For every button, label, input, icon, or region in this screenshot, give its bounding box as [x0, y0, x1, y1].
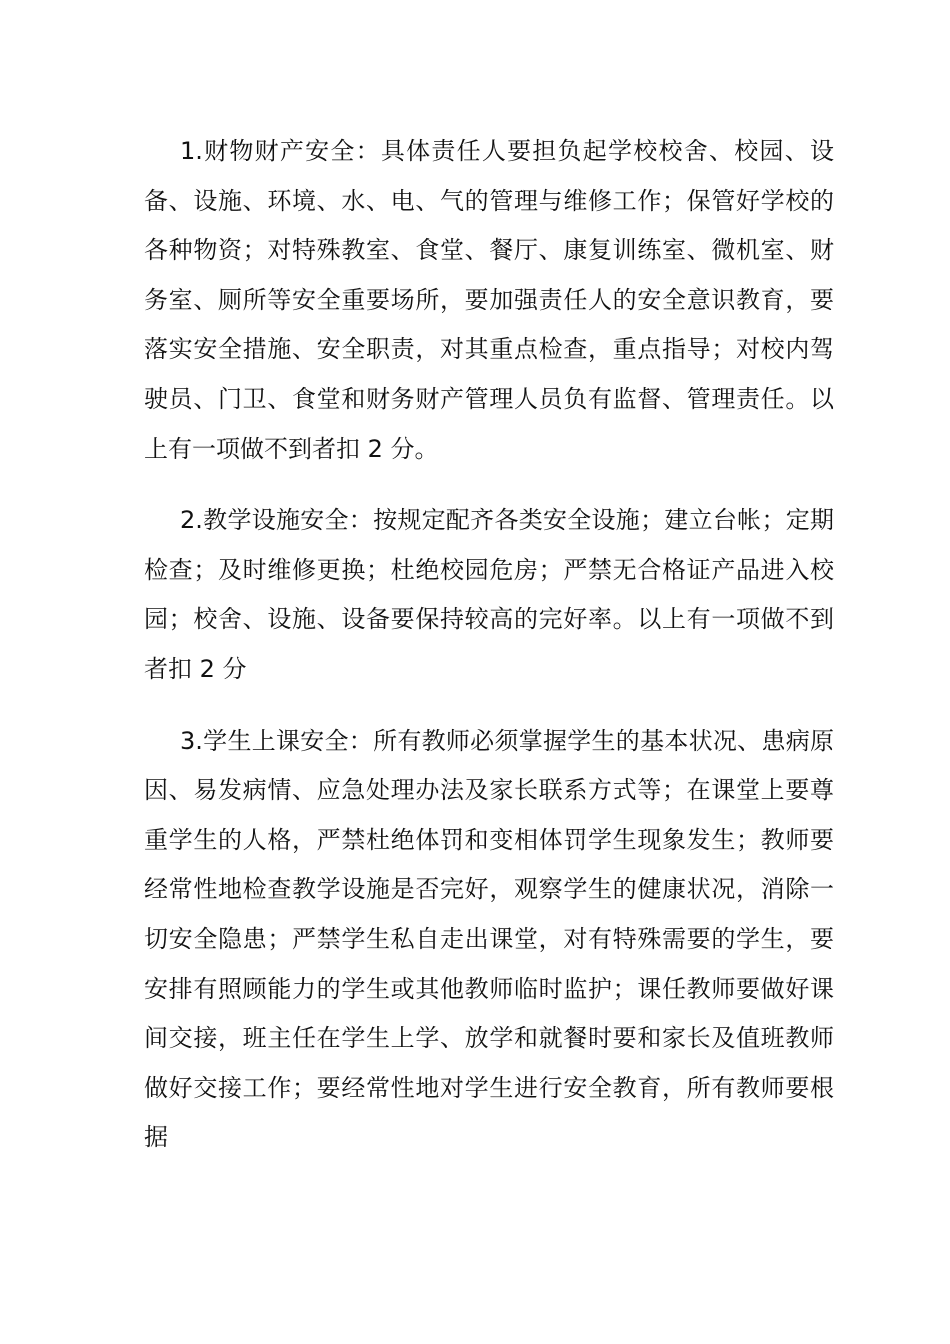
document-body [144, 127, 834, 1163]
paragraph-facility-safety: 2.教学设施安全：按规定配齐各类安全设施；建立台帐；定期检查；及时维修更换；杜绝校园危房；严禁无合格证产品进入校园；校舍、设施、设备要保持较高的完好率。以上有一项做不到者扣 2 分 [144, 506, 834, 683]
paragraph-class-safety: 3.学生上课安全：所有教师必须掌握学生的基本状况、患病原因、易发病情、应急处理办法及家长联系方式等；在课堂上要尊重学生的人格，严禁杜绝体罚和变相体罚学生现象发生；教师要经常性地检查教学设施是否完好，观察学生的健康状况，消除一切安全隐患；严禁学生私自走出课堂，对有特殊需要的学生，要安排有照顾能力的学生或其他教师临时监护；课任教师要做好课间交接，班主任在学生上学、放学和就餐时要和家长及值班教师做好交接工作；要经常性地对学生进行安全教育，所有教师要根据 [144, 726, 834, 1152]
paragraph-property-safety: 1.财物财产安全：具体责任人要担负起学校校舍、校园、设备、设施、环境、水、电、气的管理与维修工作；保管好学校的各种物资；对特殊教室、食堂、餐厅、康复训练室、微机室、财务室、厕所等安全重要场所，要加强责任人的安全意识教育，要落实安全措施、安全职责，对其重点检查，重点指导；对校内驾驶员、门卫、食堂和财务财产管理人员负有监督、管理责任。以上有一项做不到者扣 2 分。 [144, 137, 834, 463]
